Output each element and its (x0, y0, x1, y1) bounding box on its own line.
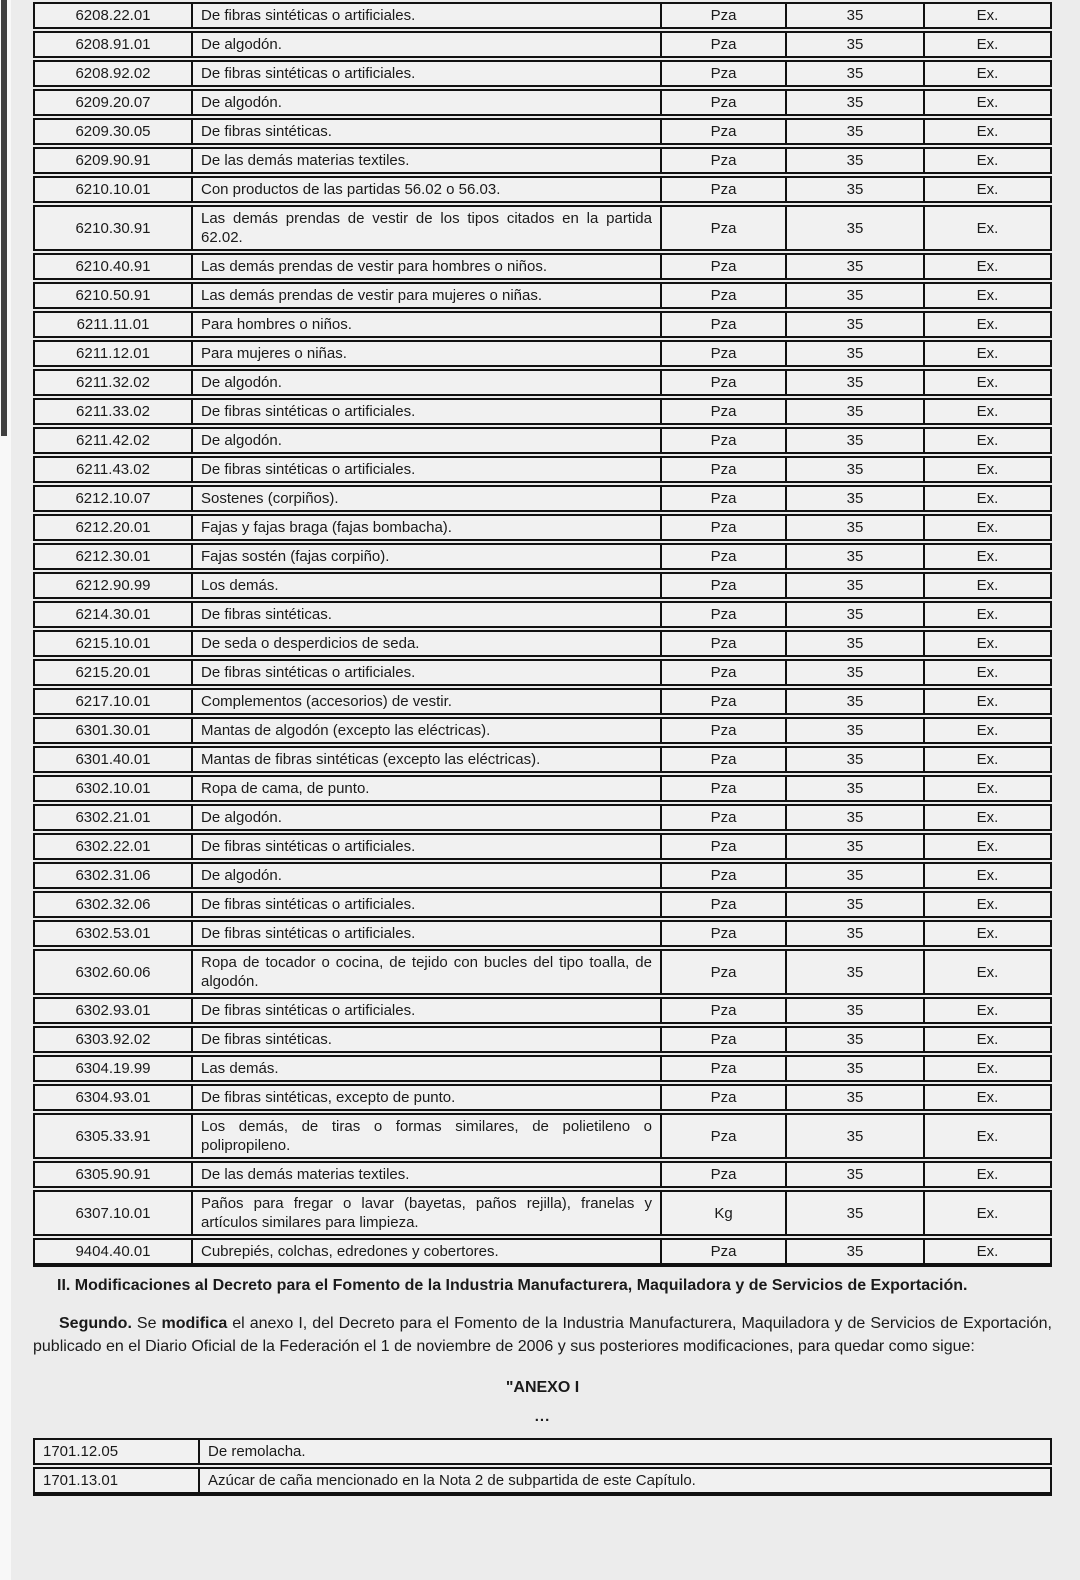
table-row (33, 118, 1052, 145)
cell-code: 6301.30.01 (33, 717, 193, 744)
paragraph-segundo (33, 1312, 1052, 1358)
cell-description: De remolacha. (200, 1438, 1052, 1465)
cell-unit: Kg (662, 1190, 787, 1236)
cell-description: Complementos (accesorios) de vestir. (193, 688, 662, 715)
cell-unit: Pza (662, 398, 787, 425)
cell-description: Los demás. (193, 572, 662, 599)
cell-description: De algodón. (193, 804, 662, 831)
tariff-table-body (33, 2, 1052, 1267)
cell-description: Cubrepiés, colchas, edredones y cobertores. (193, 1238, 662, 1267)
cell-rate: 35 (787, 997, 925, 1024)
cell-unit: Pza (662, 369, 787, 396)
cell-code: 6208.91.01 (33, 31, 193, 58)
cell-description: Los demás, de tiras o formas similares, de polietileno o polipropileno. (193, 1113, 662, 1159)
scan-artifact-bar (1, 0, 7, 436)
segundo-label: Segundo. (59, 1315, 132, 1332)
cell-exemption: Ex. (925, 833, 1052, 860)
cell-exemption: Ex. (925, 1190, 1052, 1236)
cell-rate: 35 (787, 427, 925, 454)
cell-code: 6215.10.01 (33, 630, 193, 657)
cell-description: De algodón. (193, 369, 662, 396)
cell-description: Con productos de las partidas 56.02 o 56.03. (193, 176, 662, 203)
cell-rate: 35 (787, 1055, 925, 1082)
cell-rate: 35 (787, 176, 925, 203)
cell-rate: 35 (787, 398, 925, 425)
cell-description: De fibras sintéticas o artificiales. (193, 891, 662, 918)
cell-unit: Pza (662, 804, 787, 831)
table-row (33, 804, 1052, 831)
cell-rate: 35 (787, 89, 925, 116)
table-row (33, 311, 1052, 338)
table-row (33, 1238, 1052, 1267)
cell-exemption: Ex. (925, 891, 1052, 918)
cell-code: 6211.11.01 (33, 311, 193, 338)
table-row (33, 572, 1052, 599)
cell-exemption: Ex. (925, 997, 1052, 1024)
cell-rate: 35 (787, 456, 925, 483)
cell-rate: 35 (787, 311, 925, 338)
section-heading-ii: II. Modificaciones al Decreto para el Fomento de la Industria Manufacturera, Maquiladora y de Servicios de Exportación. (57, 1277, 968, 1294)
table-row (33, 340, 1052, 367)
cell-rate: 35 (787, 282, 925, 309)
cell-code: 6208.92.02 (33, 60, 193, 87)
cell-exemption: Ex. (925, 775, 1052, 802)
cell-unit: Pza (662, 1055, 787, 1082)
cell-exemption: Ex. (925, 1161, 1052, 1188)
cell-description: Paños para fregar o lavar (bayetas, paños rejilla), franelas y artículos similares para limpieza. (193, 1190, 662, 1236)
segundo-pre-text: Se (131, 1315, 162, 1332)
table-row (33, 862, 1052, 889)
cell-code: 1701.12.05 (33, 1438, 200, 1465)
cell-code: 6212.90.99 (33, 572, 193, 599)
cell-rate: 35 (787, 2, 925, 29)
cell-description: De fibras sintéticas o artificiales. (193, 997, 662, 1024)
cell-exemption: Ex. (925, 118, 1052, 145)
cell-unit: Pza (662, 1161, 787, 1188)
cell-rate: 35 (787, 717, 925, 744)
cell-code: 6209.30.05 (33, 118, 193, 145)
cell-unit: Pza (662, 572, 787, 599)
cell-code: 6210.50.91 (33, 282, 193, 309)
cell-unit: Pza (662, 688, 787, 715)
cell-exemption: Ex. (925, 427, 1052, 454)
cell-exemption: Ex. (925, 60, 1052, 87)
cell-description: De las demás materias textiles. (193, 1161, 662, 1188)
cell-exemption: Ex. (925, 176, 1052, 203)
cell-unit: Pza (662, 833, 787, 860)
table-row (33, 89, 1052, 116)
table-row (33, 1026, 1052, 1053)
cell-description: De fibras sintéticas. (193, 1026, 662, 1053)
cell-description: Para mujeres o niñas. (193, 340, 662, 367)
cell-code: 6214.30.01 (33, 601, 193, 628)
cell-rate: 35 (787, 659, 925, 686)
cell-unit: Pza (662, 311, 787, 338)
cell-description: Ropa de tocador o cocina, de tejido con bucles del tipo toalla, de algodón. (193, 949, 662, 995)
cell-description: De fibras sintéticas. (193, 601, 662, 628)
cell-unit: Pza (662, 176, 787, 203)
cell-exemption: Ex. (925, 398, 1052, 425)
cell-exemption: Ex. (925, 1113, 1052, 1159)
table-row (33, 282, 1052, 309)
table-row (33, 514, 1052, 541)
cell-exemption: Ex. (925, 543, 1052, 570)
table-row (33, 1161, 1052, 1188)
cell-description: De algodón. (193, 89, 662, 116)
cell-code: 6211.42.02 (33, 427, 193, 454)
cell-code: 6302.22.01 (33, 833, 193, 860)
cell-exemption: Ex. (925, 1084, 1052, 1111)
cell-exemption: Ex. (925, 340, 1052, 367)
cell-code: 6209.20.07 (33, 89, 193, 116)
cell-unit: Pza (662, 862, 787, 889)
cell-exemption: Ex. (925, 949, 1052, 995)
table-row (33, 369, 1052, 396)
cell-description: De fibras sintéticas o artificiales. (193, 833, 662, 860)
cell-exemption: Ex. (925, 659, 1052, 686)
cell-unit: Pza (662, 891, 787, 918)
cell-exemption: Ex. (925, 572, 1052, 599)
cell-unit: Pza (662, 659, 787, 686)
table-row (33, 427, 1052, 454)
table-row (33, 1055, 1052, 1082)
cell-unit: Pza (662, 456, 787, 483)
cell-rate: 35 (787, 775, 925, 802)
cell-unit: Pza (662, 2, 787, 29)
table-row (33, 1113, 1052, 1159)
cell-code: 6210.40.91 (33, 253, 193, 280)
table-row (33, 1467, 1052, 1496)
cell-code: 6302.32.06 (33, 891, 193, 918)
cell-unit: Pza (662, 1113, 787, 1159)
cell-exemption: Ex. (925, 369, 1052, 396)
cell-unit: Pza (662, 1026, 787, 1053)
cell-exemption: Ex. (925, 311, 1052, 338)
cell-rate: 35 (787, 147, 925, 174)
cell-code: 6217.10.01 (33, 688, 193, 715)
cell-code: 6211.43.02 (33, 456, 193, 483)
cell-code: 6210.10.01 (33, 176, 193, 203)
cell-exemption: Ex. (925, 746, 1052, 773)
cell-description: Las demás. (193, 1055, 662, 1082)
cell-code: 6208.22.01 (33, 2, 193, 29)
cell-code: 6307.10.01 (33, 1190, 193, 1236)
table-row (33, 1190, 1052, 1236)
tariff-table (33, 0, 1052, 1269)
cell-rate: 35 (787, 1161, 925, 1188)
cell-description: De fibras sintéticas o artificiales. (193, 456, 662, 483)
cell-unit: Pza (662, 118, 787, 145)
table-row (33, 601, 1052, 628)
cell-unit: Pza (662, 775, 787, 802)
cell-rate: 35 (787, 543, 925, 570)
table-row (33, 775, 1052, 802)
cell-rate: 35 (787, 949, 925, 995)
cell-description: De fibras sintéticas o artificiales. (193, 398, 662, 425)
cell-exemption: Ex. (925, 1026, 1052, 1053)
cell-description: De seda o desperdicios de seda. (193, 630, 662, 657)
cell-exemption: Ex. (925, 147, 1052, 174)
cell-code: 6212.30.01 (33, 543, 193, 570)
cell-exemption: Ex. (925, 89, 1052, 116)
cell-rate: 35 (787, 833, 925, 860)
table-row (33, 31, 1052, 58)
cell-description: De fibras sintéticas o artificiales. (193, 60, 662, 87)
cell-code: 6215.20.01 (33, 659, 193, 686)
table-row (33, 891, 1052, 918)
cell-description: Fajas sostén (fajas corpiño). (193, 543, 662, 570)
cell-rate: 35 (787, 920, 925, 947)
annex-table (33, 1436, 1052, 1498)
table-row (33, 630, 1052, 657)
cell-rate: 35 (787, 804, 925, 831)
cell-unit: Pza (662, 485, 787, 512)
cell-exemption: Ex. (925, 282, 1052, 309)
cell-code: 6211.32.02 (33, 369, 193, 396)
cell-unit: Pza (662, 1238, 787, 1267)
cell-exemption: Ex. (925, 688, 1052, 715)
table-row (33, 147, 1052, 174)
cell-description: De algodón. (193, 862, 662, 889)
cell-exemption: Ex. (925, 920, 1052, 947)
document-page (33, 0, 1052, 1498)
cell-rate: 35 (787, 1238, 925, 1267)
cell-code: 6302.21.01 (33, 804, 193, 831)
annex-table-body (33, 1438, 1052, 1496)
cell-rate: 35 (787, 572, 925, 599)
cell-unit: Pza (662, 427, 787, 454)
cell-code: 6212.10.07 (33, 485, 193, 512)
cell-rate: 35 (787, 746, 925, 773)
ellipsis-marker: ... (534, 1408, 551, 1425)
modifica-emphasis: modifica (161, 1315, 228, 1332)
cell-code: 6304.93.01 (33, 1084, 193, 1111)
cell-rate: 35 (787, 340, 925, 367)
anexo-heading: "ANEXO I (505, 1379, 580, 1396)
cell-unit: Pza (662, 31, 787, 58)
cell-description: De las demás materias textiles. (193, 147, 662, 174)
cell-unit: Pza (662, 997, 787, 1024)
cell-rate: 35 (787, 253, 925, 280)
cell-code: 6212.20.01 (33, 514, 193, 541)
cell-unit: Pza (662, 89, 787, 116)
cell-description: Sostenes (corpiños). (193, 485, 662, 512)
table-row (33, 920, 1052, 947)
cell-unit: Pza (662, 746, 787, 773)
table-row (33, 2, 1052, 29)
cell-exemption: Ex. (925, 804, 1052, 831)
cell-rate: 35 (787, 205, 925, 251)
cell-unit: Pza (662, 205, 787, 251)
cell-rate: 35 (787, 1190, 925, 1236)
cell-rate: 35 (787, 630, 925, 657)
cell-unit: Pza (662, 340, 787, 367)
cell-unit: Pza (662, 630, 787, 657)
table-row (33, 60, 1052, 87)
cell-description: Ropa de cama, de punto. (193, 775, 662, 802)
cell-unit: Pza (662, 920, 787, 947)
cell-code: 6305.33.91 (33, 1113, 193, 1159)
cell-unit: Pza (662, 253, 787, 280)
cell-unit: Pza (662, 514, 787, 541)
cell-code: 1701.13.01 (33, 1467, 200, 1496)
table-row (33, 398, 1052, 425)
cell-rate: 35 (787, 60, 925, 87)
cell-exemption: Ex. (925, 514, 1052, 541)
cell-code: 6302.60.06 (33, 949, 193, 995)
cell-unit: Pza (662, 60, 787, 87)
cell-unit: Pza (662, 601, 787, 628)
cell-exemption: Ex. (925, 1055, 1052, 1082)
table-row (33, 485, 1052, 512)
table-row (33, 253, 1052, 280)
table-row (33, 176, 1052, 203)
table-row (33, 659, 1052, 686)
cell-rate: 35 (787, 485, 925, 512)
table-row (33, 717, 1052, 744)
cell-description: De fibras sintéticas o artificiales. (193, 920, 662, 947)
cell-exemption: Ex. (925, 2, 1052, 29)
cell-code: 6302.93.01 (33, 997, 193, 1024)
table-row (33, 543, 1052, 570)
cell-rate: 35 (787, 1026, 925, 1053)
table-row (33, 746, 1052, 773)
cell-code: 6210.30.91 (33, 205, 193, 251)
cell-rate: 35 (787, 514, 925, 541)
cell-unit: Pza (662, 543, 787, 570)
table-row (33, 456, 1052, 483)
cell-exemption: Ex. (925, 630, 1052, 657)
cell-code: 6303.92.02 (33, 1026, 193, 1053)
cell-description: De fibras sintéticas o artificiales. (193, 2, 662, 29)
cell-unit: Pza (662, 717, 787, 744)
table-row (33, 205, 1052, 251)
cell-rate: 35 (787, 1113, 925, 1159)
cell-rate: 35 (787, 1084, 925, 1111)
cell-description: De algodón. (193, 427, 662, 454)
cell-rate: 35 (787, 688, 925, 715)
cell-exemption: Ex. (925, 485, 1052, 512)
cell-code: 6302.53.01 (33, 920, 193, 947)
cell-rate: 35 (787, 601, 925, 628)
segundo-rest-text: el anexo I, del Decreto para el Fomento de la Industria Manufacturera, Maquiladora y de Servicios de Exportación, publicado en el Diario Oficial de la Federación el 1 de noviembre de 2006 y sus posteriores modificaciones, para quedar como sigue: (33, 1315, 1052, 1355)
cell-description: De fibras sintéticas, excepto de punto. (193, 1084, 662, 1111)
table-row (33, 688, 1052, 715)
cell-code: 6211.33.02 (33, 398, 193, 425)
cell-exemption: Ex. (925, 456, 1052, 483)
cell-exemption: Ex. (925, 601, 1052, 628)
cell-unit: Pza (662, 1084, 787, 1111)
cell-code: 6304.19.99 (33, 1055, 193, 1082)
cell-unit: Pza (662, 949, 787, 995)
cell-description: Las demás prendas de vestir de los tipos citados en la partida 62.02. (193, 205, 662, 251)
cell-exemption: Ex. (925, 717, 1052, 744)
cell-description: Fajas y fajas braga (fajas bombacha). (193, 514, 662, 541)
cell-exemption: Ex. (925, 862, 1052, 889)
cell-description: De algodón. (193, 31, 662, 58)
table-row (33, 997, 1052, 1024)
table-row (33, 949, 1052, 995)
cell-code: 6211.12.01 (33, 340, 193, 367)
cell-exemption: Ex. (925, 253, 1052, 280)
cell-rate: 35 (787, 891, 925, 918)
cell-rate: 35 (787, 31, 925, 58)
cell-exemption: Ex. (925, 205, 1052, 251)
cell-code: 6305.90.91 (33, 1161, 193, 1188)
cell-rate: 35 (787, 862, 925, 889)
cell-description: De fibras sintéticas o artificiales. (193, 659, 662, 686)
cell-description: Para hombres o niños. (193, 311, 662, 338)
cell-code: 6302.10.01 (33, 775, 193, 802)
cell-description: Las demás prendas de vestir para mujeres o niñas. (193, 282, 662, 309)
cell-description: De fibras sintéticas. (193, 118, 662, 145)
table-row (33, 1084, 1052, 1111)
cell-code: 9404.40.01 (33, 1238, 193, 1267)
cell-code: 6301.40.01 (33, 746, 193, 773)
cell-rate: 35 (787, 118, 925, 145)
cell-code: 6209.90.91 (33, 147, 193, 174)
cell-description: Las demás prendas de vestir para hombres o niños. (193, 253, 662, 280)
cell-exemption: Ex. (925, 1238, 1052, 1267)
cell-unit: Pza (662, 147, 787, 174)
table-row (33, 1438, 1052, 1465)
cell-code: 6302.31.06 (33, 862, 193, 889)
cell-unit: Pza (662, 282, 787, 309)
table-row (33, 833, 1052, 860)
cell-description: Mantas de fibras sintéticas (excepto las eléctricas). (193, 746, 662, 773)
cell-rate: 35 (787, 369, 925, 396)
cell-description: Mantas de algodón (excepto las eléctricas). (193, 717, 662, 744)
cell-exemption: Ex. (925, 31, 1052, 58)
cell-description: Azúcar de caña mencionado en la Nota 2 de subpartida de este Capítulo. (200, 1467, 1052, 1496)
